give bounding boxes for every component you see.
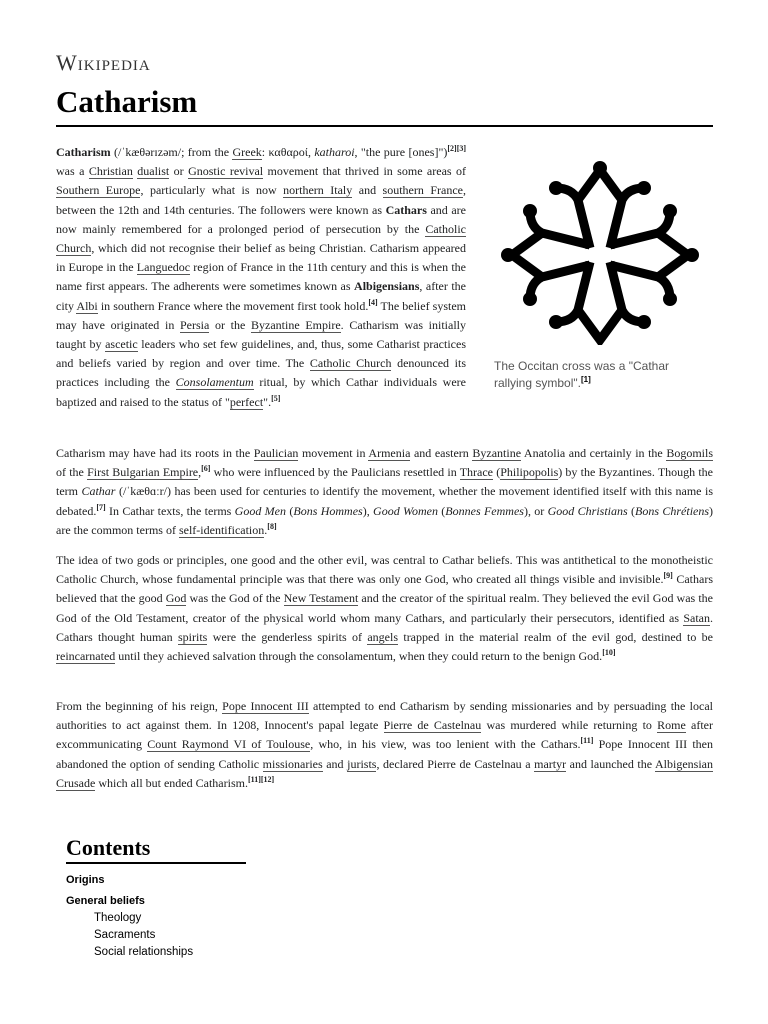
- toc-item-social-relationships[interactable]: Social relationships: [94, 946, 194, 958]
- intro-paragraph: [56, 143, 466, 412]
- wikipedia-logo[interactable]: Wikipedia: [56, 50, 151, 75]
- text: (: [286, 503, 294, 518]
- text: (/ˈkæθərɪzəm/; from the: [110, 145, 233, 159]
- link-catholic-church[interactable]: Catholic Church: [56, 221, 466, 256]
- link-persia[interactable]: Persia: [180, 317, 210, 332]
- text: , "the pure [ones]"): [354, 145, 448, 159]
- text: and launched the: [566, 756, 655, 771]
- text: of the: [56, 465, 88, 480]
- reference-link[interactable]: [7]: [96, 502, 106, 512]
- text: attempted to end Catharism by sending missionaries and by persuading the local authorities to act against them. In 1208, Innocent's papal legate: [56, 699, 713, 733]
- link-ascetic[interactable]: ascetic: [105, 337, 138, 352]
- text: ,: [198, 465, 202, 480]
- text: leaders who set few guidelines, and, thus, some Catharist practices and beliefs varied by region and over time. The: [56, 337, 466, 371]
- text: : καθαροί,: [261, 145, 315, 159]
- text: , after the city: [56, 279, 466, 313]
- toc-item-sacraments[interactable]: Sacraments: [94, 929, 156, 941]
- bold-term: Cathars: [385, 202, 427, 217]
- text: , which did not recognise their belief as being Christian. Catharism appeared in Europe in the: [56, 241, 466, 275]
- text: were the genderless spirits of: [207, 629, 368, 644]
- page-title: Catharism: [56, 84, 198, 119]
- text: region of France in the 11th century and this is when the name first appears. The adherents were sometimes known as: [56, 260, 466, 294]
- text: (: [627, 503, 636, 518]
- link-greek[interactable]: Greek: [232, 145, 262, 159]
- text: or the: [209, 317, 252, 332]
- text: Pope Innocent III then abandoned the option of sending Catholic: [56, 737, 713, 771]
- link-reincarnated[interactable]: reincarnated: [56, 649, 116, 664]
- italic-text: Good Christians: [547, 503, 628, 518]
- link-byzantine[interactable]: Byzantine: [472, 446, 522, 460]
- text: , between the 12th and 14th centuries. The followers were known as: [56, 183, 466, 217]
- link-byzantine-empire[interactable]: Byzantine Empire: [251, 317, 341, 332]
- link-perfect[interactable]: perfect: [229, 394, 264, 409]
- text: Anatolia and certainly in the: [521, 446, 667, 460]
- text: , who, in his view, was too lenient with the Cathars.: [310, 737, 581, 752]
- text: From the beginning of his reign,: [56, 699, 223, 713]
- table-of-contents: [66, 871, 193, 961]
- occitan-cross-icon: [490, 160, 710, 345]
- italic-text: Bons Chrétiens: [635, 503, 710, 518]
- link-missionaries[interactable]: missionaries: [262, 756, 323, 771]
- italic-text: Cathar: [81, 484, 116, 499]
- link-angels[interactable]: angels: [367, 629, 399, 644]
- text: after excommunicating: [56, 718, 714, 752]
- link-albi[interactable]: Albi: [76, 298, 98, 313]
- text: , particularly what is now: [140, 183, 284, 198]
- toc-title: Contents: [66, 835, 151, 860]
- link-armenia[interactable]: Armenia: [368, 446, 411, 460]
- origins-paragraph: [56, 444, 713, 540]
- text: and the creator of the spiritual realm. They believed the evil God was the God of the Old Testament, creator of the physical world whom many Cathars, and particularly their persecutors, identified as: [56, 591, 713, 625]
- text: was a: [56, 164, 89, 179]
- text: movement in: [298, 446, 369, 460]
- text: ) by the Byzantines. Though the term: [56, 465, 714, 499]
- reference-link[interactable]: [1]: [580, 375, 591, 384]
- toc-item-origins[interactable]: Origins: [66, 874, 105, 886]
- link-first-bulgarian-empire[interactable]: First Bulgarian Empire: [87, 465, 199, 480]
- link-thrace[interactable]: Thrace: [459, 465, 494, 480]
- text: movement that thrived in some areas of: [263, 164, 466, 179]
- link-catholic-church[interactable]: Catholic Church: [309, 356, 392, 371]
- link-satan[interactable]: Satan: [683, 610, 710, 625]
- text: .: [264, 522, 268, 537]
- text: and eastern: [410, 446, 473, 460]
- occitan-cross-figure[interactable]: [490, 160, 715, 345]
- text: was the God of the: [186, 591, 284, 606]
- reference-link[interactable]: [9]: [663, 571, 673, 581]
- text: ),: [362, 503, 374, 518]
- text: The belief system may have originated in: [56, 298, 466, 332]
- reference-link[interactable]: [2][3]: [447, 144, 467, 153]
- link-bogomils[interactable]: Bogomils: [666, 446, 714, 460]
- reference-link[interactable]: [8]: [267, 521, 277, 531]
- crusade-paragraph: [56, 697, 713, 793]
- link-southern-france[interactable]: southern France: [382, 183, 463, 198]
- text: ), or: [523, 503, 548, 518]
- italic-text: katharoi: [314, 145, 355, 159]
- text: and: [322, 756, 348, 771]
- text: and: [352, 183, 383, 198]
- text: In Cathar texts, the terms: [105, 503, 235, 518]
- link-pope-innocent-iii[interactable]: Pope Innocent III: [222, 699, 309, 713]
- link-self-identification[interactable]: self-identification: [178, 522, 265, 537]
- link-dualist[interactable]: dualist: [137, 164, 170, 179]
- link-paulician[interactable]: Paulician: [253, 446, 299, 460]
- text: which all but ended Catharism.: [95, 775, 248, 790]
- text: and are now mainly remembered for a prolonged period of persecution by the: [56, 202, 466, 236]
- link-philipopolis[interactable]: Philipopolis: [500, 465, 559, 480]
- text: ".: [263, 394, 272, 409]
- link-jurists[interactable]: jurists: [347, 756, 377, 771]
- figure-caption: [494, 358, 694, 392]
- bold-term: Albigensians: [354, 279, 420, 294]
- toc-item-general-beliefs[interactable]: General beliefs: [66, 895, 145, 907]
- text: or: [169, 164, 189, 179]
- text: (/ˈkæθɑːr/) has been used for centuries to identify the movement, whether the movement identified itself with this name is debated.: [56, 484, 713, 518]
- italic-text: Consolamentum: [175, 375, 254, 390]
- text: The idea of two gods or principles, one good and the other evil, was central to Cathar beliefs. This was antithetical to the monotheistic Catholic Church, whose fundamental principle was that there was only one God, who created all things visible and invisible.: [56, 553, 713, 587]
- link-new-testament[interactable]: New Testament: [283, 591, 359, 606]
- text: trapped in the material realm of the evil god, destined to be: [398, 629, 714, 644]
- text: ) are the common terms of: [56, 503, 714, 537]
- reference-link[interactable]: [11][12]: [247, 774, 275, 784]
- italic-text: Bonnes Femmes: [445, 503, 524, 518]
- text: (: [437, 503, 446, 518]
- link-albigensian-crusade[interactable]: Albigensian Crusade: [56, 756, 713, 790]
- link-christian[interactable]: Christian: [88, 164, 133, 179]
- italic-text: Good Women: [373, 503, 438, 518]
- italic-text: Good Men: [234, 503, 287, 518]
- link-spirits[interactable]: spirits: [178, 629, 208, 644]
- bold-term: Catharism: [56, 145, 111, 159]
- link-northern-italy[interactable]: northern Italy: [283, 183, 353, 198]
- link-god[interactable]: God: [165, 591, 187, 606]
- toc-divider: [66, 862, 246, 864]
- link-count-raymond-vi[interactable]: Count Raymond VI of Toulouse: [147, 737, 311, 752]
- text: until they achieved salvation through the consolamentum, when they could return to the benign God.: [115, 649, 603, 664]
- title-divider: [56, 125, 713, 127]
- italic-text: Bons Hommes: [293, 503, 363, 518]
- text: , declared Pierre de Castelnau a: [376, 756, 535, 771]
- text: denounced its practices including the: [56, 356, 466, 390]
- link-consolamentum[interactable]: [176, 375, 254, 390]
- text: who were influenced by the Paulicians resettled in: [210, 465, 460, 480]
- link-gnostic-revival[interactable]: Gnostic revival: [188, 164, 264, 179]
- link-martyr[interactable]: martyr: [534, 756, 567, 771]
- beliefs-paragraph: [56, 551, 713, 666]
- caption-text: The Occitan cross was a "Cathar rallying symbol".: [494, 359, 669, 390]
- text: Catharism may have had its roots in the: [56, 446, 254, 460]
- text: Cathars believed that the good: [56, 572, 714, 606]
- link-rome[interactable]: Rome: [657, 718, 686, 733]
- text: ritual, by which Cathar individuals were baptized and raised to the status of ": [56, 375, 466, 409]
- link-southern-europe[interactable]: Southern Europe: [56, 183, 141, 198]
- reference-link[interactable]: [11]: [580, 736, 594, 746]
- reference-link[interactable]: [4]: [368, 297, 378, 307]
- reference-link[interactable]: [6]: [201, 464, 211, 474]
- link-languedoc[interactable]: Languedoc: [136, 260, 191, 275]
- link-pierre-de-castelnau[interactable]: Pierre de Castelnau: [383, 718, 482, 733]
- text: was murdered while returning to: [481, 718, 658, 733]
- reference-link[interactable]: [10]: [602, 648, 616, 658]
- text: . Catharism was initially taught by: [56, 317, 467, 352]
- text: (: [493, 465, 501, 480]
- text: . Cathars thought human: [56, 610, 713, 644]
- toc-item-theology[interactable]: Theology: [94, 912, 142, 924]
- reference-link[interactable]: [5]: [271, 393, 281, 403]
- text: in southern France where the movement first took hold.: [97, 298, 369, 313]
